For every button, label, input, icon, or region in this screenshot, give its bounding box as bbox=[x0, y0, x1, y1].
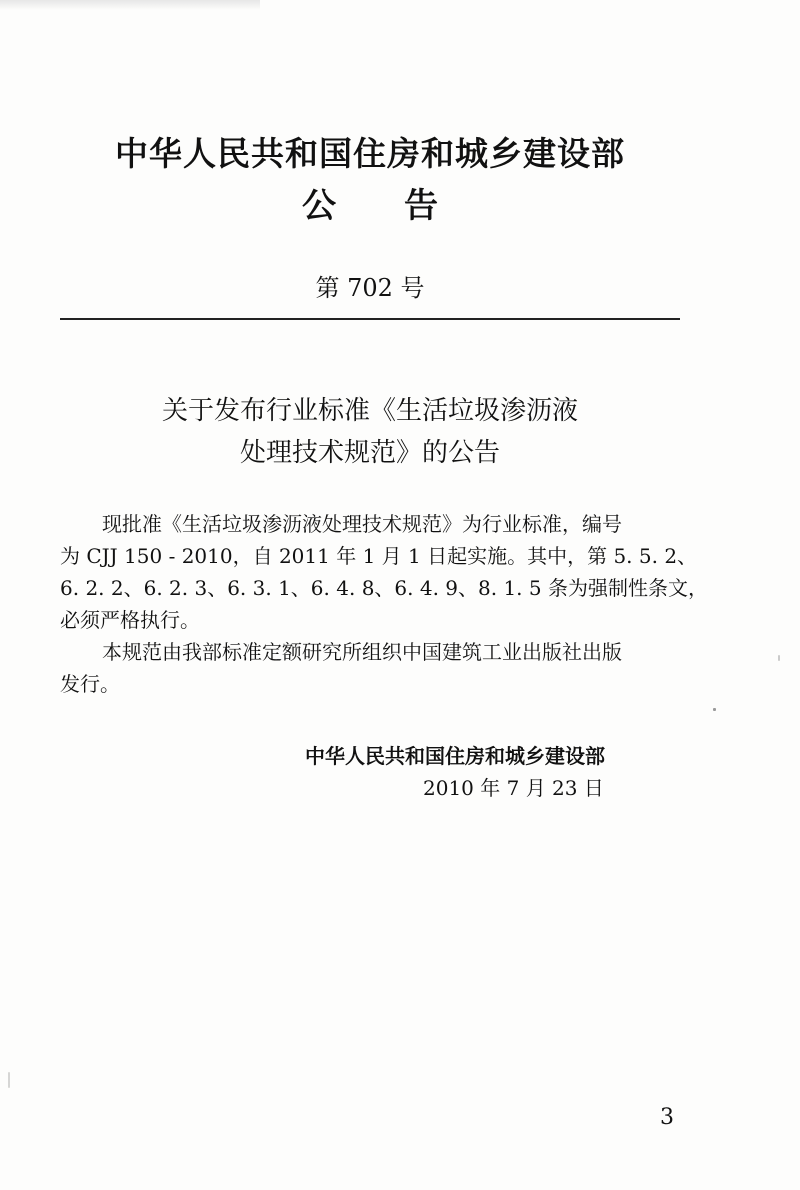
body-paragraph-1-line-2: 为 CJJ 150 - 2010，自 2011 年 1 月 1 日起实施。其中，第 5. 5. 2、 bbox=[60, 544, 698, 568]
document-type-heading: 公告 bbox=[302, 186, 506, 226]
scan-speck bbox=[713, 708, 716, 711]
header-divider bbox=[60, 318, 680, 320]
signature-date: 2010 年 7 月 23 日 bbox=[423, 776, 604, 800]
document-number: 第 702 号 bbox=[315, 274, 425, 302]
body-paragraph-1-line-1: 现批准《生活垃圾渗沥液处理技术规范》为行业标准，编号 bbox=[102, 512, 622, 536]
scan-speck bbox=[8, 1072, 10, 1088]
scan-edge-shadow bbox=[0, 0, 260, 10]
body-paragraph-2-line-1: 本规范由我部标准定额研究所组织中国建筑工业出版社出版 bbox=[102, 640, 622, 664]
subject-line-1: 关于发布行业标准《生活垃圾渗沥液 bbox=[161, 396, 578, 426]
subject-line-2: 处理技术规范》的公告 bbox=[239, 438, 500, 468]
page-number: 3 bbox=[660, 1105, 674, 1130]
signature-issuer: 中华人民共和国住房和城乡建设部 bbox=[305, 744, 605, 768]
body-paragraph-2-line-2: 发行。 bbox=[60, 672, 120, 696]
issuer-title: 中华人民共和国住房和城乡建设部 bbox=[115, 134, 625, 173]
scan-speck bbox=[778, 655, 780, 661]
announcement-subject bbox=[60, 390, 680, 474]
body-paragraph-1-line-3: 6. 2. 2、6. 2. 3、6. 3. 1、6. 4. 8、6. 4. 9、8. 1. 5 条为强制性条文， bbox=[60, 576, 708, 600]
body-paragraph-1-line-4: 必须严格执行。 bbox=[60, 608, 200, 632]
announcement-body bbox=[60, 508, 708, 700]
